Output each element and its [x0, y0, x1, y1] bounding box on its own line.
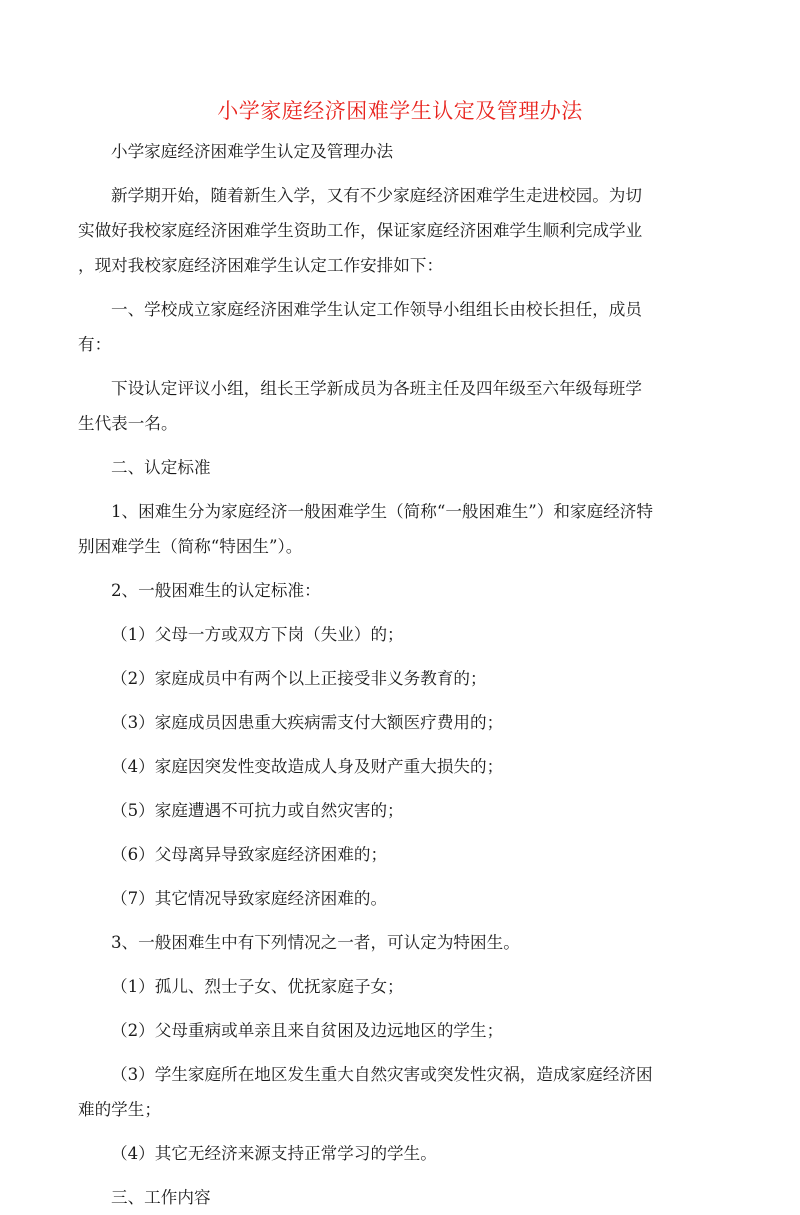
subgroup-line: 生代表一名。 [78, 414, 178, 433]
item1-line: 1、困难生分为家庭经济一般困难学生（简称“一般困难生”）和家庭经济特 [111, 502, 653, 521]
list-item-text: （4）其它无经济来源支持正常学习的学生。 [111, 1144, 437, 1163]
list-item-text: （3）学生家庭所在地区发生重大自然灾害或突发性灾祸，造成家庭经济困 [111, 1065, 653, 1084]
section3-heading-text: 三、工作内容 [111, 1188, 211, 1207]
list-item [78, 881, 716, 916]
list-item-text: （7）其它情况导致家庭经济困难的。 [111, 889, 388, 908]
list-item [78, 793, 716, 828]
section2-heading-text: 二、认定标准 [111, 458, 211, 477]
subgroup-line: 下设认定评议小组，组长王学新成员为各班主任及四年级至六年级每班学 [111, 379, 642, 398]
document-subtitle [78, 134, 716, 169]
intro-paragraph [78, 178, 716, 283]
item2-heading-text: 2、一般困难生的认定标准： [111, 581, 321, 600]
list-item-text: （5）家庭遭遇不可抗力或自然灾害的； [111, 801, 404, 820]
intro-line: 新学期开始，随着新生入学，又有不少家庭经济困难学生走进校园。为切 [111, 186, 642, 205]
intro-line: 实做好我校家庭经济困难学生资助工作，保证家庭经济困难学生顺利完成学业 [78, 221, 643, 240]
list-item [78, 837, 716, 872]
section1-line: 一、学校成立家庭经济困难学生认定工作领导小组组长由校长担任，成员 [111, 300, 642, 319]
list-item-text: （4）家庭因突发性变故造成人身及财产重大损失的； [111, 757, 504, 776]
list-item [78, 969, 716, 1004]
list-item-text: （2）父母重病或单亲且来自贫困及边远地区的学生； [111, 1021, 504, 1040]
list-item [78, 705, 716, 740]
item3-heading [78, 925, 716, 960]
item1-line: 别困难学生（简称“特困生”）。 [78, 537, 303, 556]
list-item-text: （1）孤儿、烈士子女、优抚家庭子女； [111, 977, 404, 996]
list-item [78, 1013, 716, 1048]
intro-line: ，现对我校家庭经济困难学生认定工作安排如下： [78, 256, 444, 275]
section1-line: 有： [78, 335, 112, 354]
list-item-text: （1）父母一方或双方下岗（失业）的； [111, 625, 404, 644]
list-item-text: （2）家庭成员中有两个以上正接受非义务教育的； [111, 669, 487, 688]
list-item [78, 617, 716, 652]
list-item [78, 749, 716, 784]
section1-paragraph [78, 292, 716, 362]
list-item-text: （3）家庭成员因患重大疾病需支付大额医疗费用的； [111, 713, 504, 732]
list-item-text: （6）父母离异导致家庭经济困难的； [111, 845, 388, 864]
list-item [78, 1136, 716, 1171]
document-title: 小学家庭经济困难学生认定及管理办法 [217, 99, 583, 123]
document-body [78, 128, 716, 1215]
subgroup-paragraph [78, 371, 716, 441]
list-item-text: 难的学生； [78, 1100, 161, 1119]
section2-heading [78, 450, 716, 485]
subtitle-text: 小学家庭经济困难学生认定及管理办法 [111, 142, 394, 161]
item3-heading-text: 3、一般困难生中有下列情况之一者，可认定为特困生。 [111, 933, 520, 952]
item1-paragraph [78, 494, 716, 564]
item2-heading [78, 573, 716, 608]
list-item [78, 1057, 716, 1127]
section3-heading [78, 1180, 716, 1215]
list-item [78, 661, 716, 696]
